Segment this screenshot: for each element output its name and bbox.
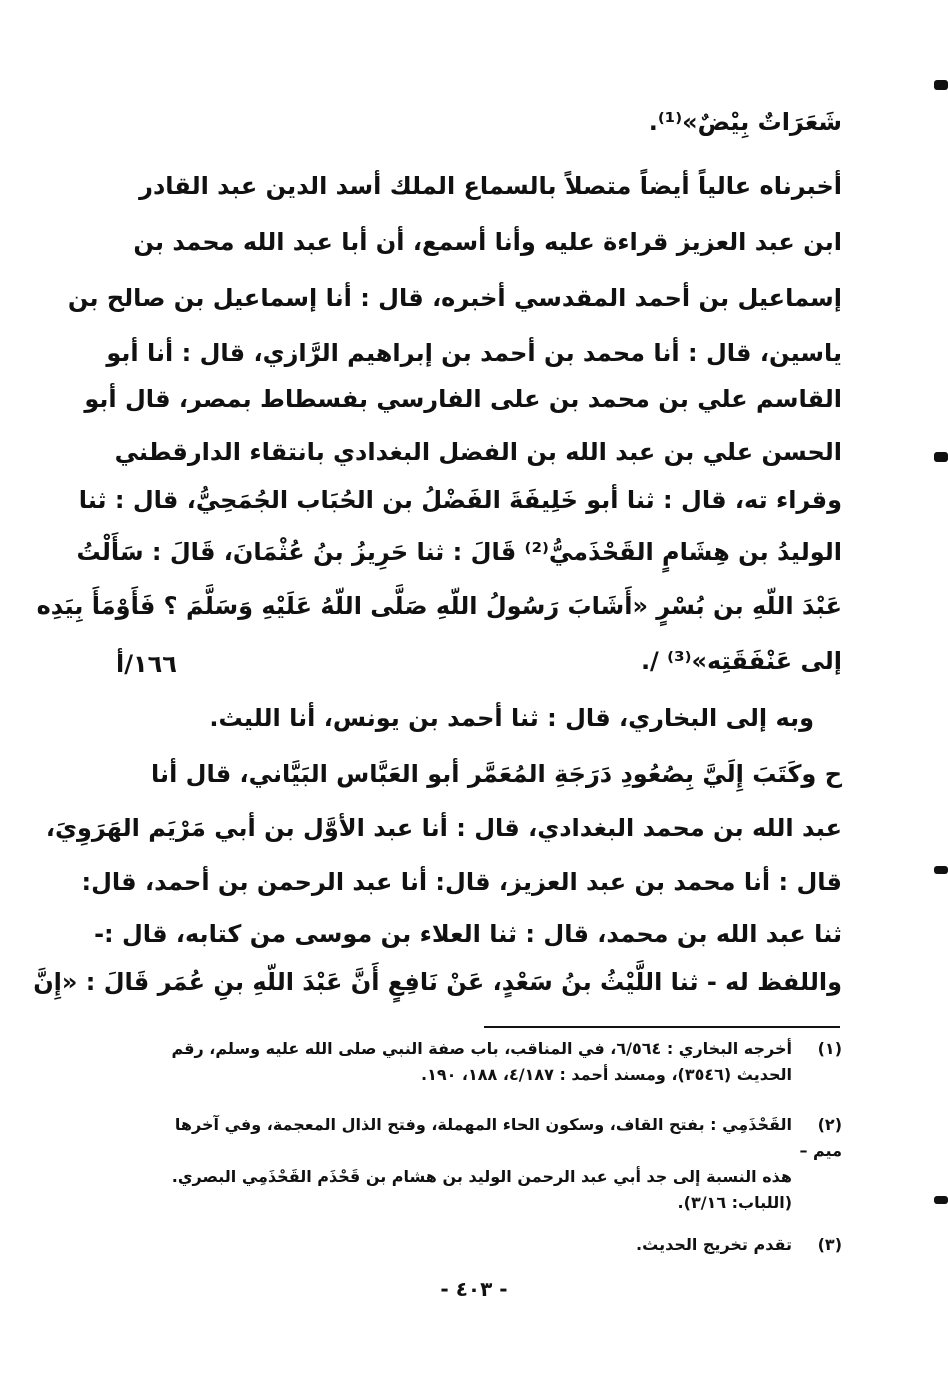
footnote-2 <box>162 1112 842 1216</box>
text-line-12: وبه إلى البخاري، قال : ثنا أحمد بن يونس، أنا الليث. <box>209 704 814 732</box>
footnote-text-cont: هذه النسبة إلى جد أبي عبد الرحمن الوليد بن هشام بن قَحْذَم القَحْذَمِي البصري. <box>171 1167 792 1186</box>
footnote-text: أخرجه البخاري : ٦/٥٦٤، في المناقب، باب صفة النبي صلى الله عليه وسلم، رقم <box>171 1039 792 1058</box>
text-line-10: عَبْدَ اللّهِ بن بُسْرٍ «أَشَابَ رَسُولُ اللّهِ صَلَّى اللّهُ عَلَيْهِ وَسَلَّمَ ؟ فَأَوْمَأَ بِيَدِه <box>36 592 842 620</box>
footnote-1 <box>162 1036 842 1088</box>
text-line-7: الحسن علي بن عبد الله بن الفضل البغدادي بانتقاء الدارقطني <box>114 438 842 466</box>
text-line-15: قال : أنا محمد بن عبد العزيز، قال: أنا عبد الرحمن بن أحمد، قال: <box>81 868 842 896</box>
footnote-number: (٣) <box>817 1235 842 1254</box>
footnote-text: القَحْذَمِي : بفتح القاف، وسكون الحاء المهملة، وفتح الذال المعجمة، وفي آخرها ميم – <box>174 1115 842 1160</box>
scan-edge-mark <box>934 80 948 90</box>
text-line-17: واللفظ له - ثنا اللَّيْثُ بنُ سَعْدٍ، عَنْ نَافِعٍ أَنَّ عَبْدَ اللّهِ بنِ عُمَر قَالَ : «إِنَّ <box>33 968 842 996</box>
page-number: - ٤٠٣ - <box>440 1277 508 1301</box>
text-line-11: إلى عَنْفَقَتِه»⁽³⁾ /. <box>640 647 842 675</box>
text-line-4: إسماعيل بن أحمد المقدسي أخبره، قال : أنا إسماعيل بن صالح بن <box>67 284 842 312</box>
text-line-13: ح وكَتَبَ إِلَيَّ بِصُعُودِ دَرَجَةِ المُعَمَّر أبو العَبَّاس البَيَّاني، قال أنا <box>151 760 842 788</box>
text-line-5: ياسين، قال : أنا محمد بن أحمد بن إبراهيم الرَّازي، قال : أنا أبو <box>106 339 842 367</box>
footnote-text-cont: الحديث (٣٥٤٦)، ومسند أحمد : ٤/١٨٧، ١٨٨، ١٩٠. <box>420 1065 792 1084</box>
footnote-number: (٢) <box>817 1115 842 1134</box>
text-line-2: أخبرناه عالياً أيضاً متصلاً بالسماع الملك أسد الدين عبد القادر <box>139 172 842 200</box>
margin-folio-note: ١٦٦/أ <box>116 650 177 678</box>
scan-edge-mark <box>934 452 948 462</box>
footnote-3 <box>162 1232 842 1258</box>
text-line-3: ابن عبد العزيز قراءة عليه وأنا أسمع، أن أبا عبد الله محمد بن <box>133 228 842 256</box>
scan-edge-mark <box>934 1196 948 1204</box>
text-line-16: ثنا عبد الله بن محمد، قال : ثنا العلاء بن موسى من كتابه، قال :- <box>94 920 842 948</box>
text-line-9: الوليدُ بن هِشَامٍ القَحْذَميُّ⁽²⁾ قَالَ : ثنا حَرِيزُ بنُ عُثْمَانَ، قَالَ : سَأَلْتُ <box>76 538 842 566</box>
text-line-6: القاسم علي بن محمد بن على الفارسي بفسطاط بمصر، قال أبو <box>84 385 842 413</box>
footnote-separator <box>484 1026 840 1028</box>
footnote-text-cont2: (اللباب: ٣/١٦). <box>677 1193 792 1212</box>
text-line-8: وقراء ته، قال : ثنا أبو خَلِيفَةَ الفَضْلُ بن الحُبَاب الجُمَحِيُّ، قال : ثنا <box>78 486 842 514</box>
text-line-14: عبد الله بن محمد البغدادي، قال : أنا عبد الأوَّل بن أبي مَرْيَم الهَرَوِيَ، <box>45 814 842 842</box>
footnote-text: تقدم تخريج الحديث. <box>636 1235 792 1254</box>
text-line-1: شَعَرَاتٌ بِيْضٌ»⁽¹⁾. <box>648 108 842 136</box>
footnote-number: (١) <box>817 1039 842 1058</box>
scan-edge-mark <box>934 866 948 874</box>
